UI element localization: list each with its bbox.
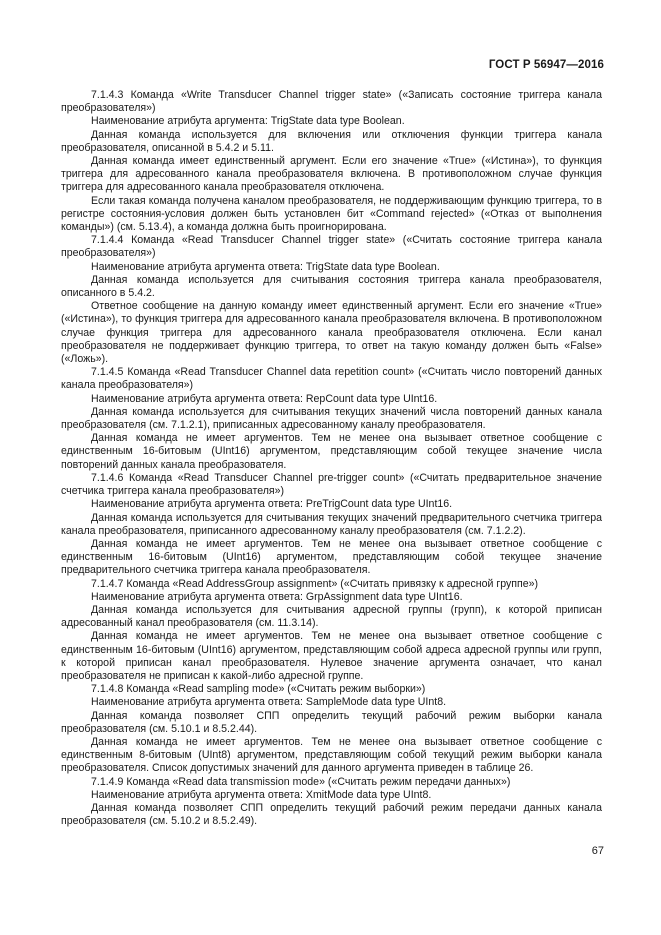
paragraph: Данная команда используется для включения или отключения функции триггера канала преобразователя, описанной в 5.4.2 и 5.11. <box>61 128 602 154</box>
paragraph: 7.1.4.3 Команда «Write Transducer Channel trigger state» («Записать состояние триггера канала преобразователя») <box>61 89 602 115</box>
paragraph: Данная команда не имеет аргументов. Тем не менее она вызывает ответное сообщение с единственным 16-битовым (UInt16) аргументом, представляющим собой адреса адресной группы или групп, к которой приписан канал преобразователя. Нулевое значение аргумента означает, что канал преобразователя не приписан к какой-либо адресной группе. <box>61 630 602 682</box>
paragraph: Данная команда позволяет СПП определить текущий рабочий режим передачи данных канала преобразователя (см. 5.10.2 и 8.5.2.49). <box>61 801 602 828</box>
paragraph: 7.1.4.9 Команда «Read data transmission mode» («Считать режим передачи данных») <box>91 775 511 788</box>
paragraph: 7.1.4.7 Команда «Read AddressGroup assignment» («Считать привязку к адресной группе») <box>91 577 539 590</box>
paragraph: 7.1.4.8 Команда «Read sampling mode» («Считать режим выборки») <box>91 683 426 696</box>
paragraph: Ответное сообщение на данную команду имеет единственный аргумент. Если его значение «True» («Истина»), то функция триггера для адресованного канала преобразователя включена. В противоположном случае функция триггера для адресованного канала преобразователя отключена. Если канал преобразователя не поддерживает функцию триггера, то ответ на такую команду должен быть «False» («Ложь»). <box>61 300 602 366</box>
paragraph: 7.1.4.6 Команда «Read Transducer Channel pre-trigger count» («Считать предварительное значение счетчика триггера канала преобразователя») <box>61 471 602 498</box>
paragraph: Данная команда позволяет СПП определить текущий рабочий режим выборки канала преобразователя (см. 5.10.1 и 8.5.2.44). <box>61 709 602 735</box>
paragraph: Наименование атрибута аргумента ответа: TrigState data type Boolean. <box>91 260 440 273</box>
paragraph: Наименование атрибута аргумента ответа: RepCount data type UInt16. <box>91 392 438 405</box>
paragraph: Данная команда используется для считывания адресной группы (групп), к которой приписан адресованный канал преобразователя (см. 11.3.14). <box>61 603 602 630</box>
paragraph: 7.1.4.4 Команда «Read Transducer Channel trigger state» («Считать состояние триггера канала преобразователя») <box>61 234 602 260</box>
paragraph: Данная команда используется для считывания текущих значений предварительного счетчика триггера канала преобразователя, приписанного адресованному каналу преобразователя (см. 7.1.2.2). <box>61 511 602 537</box>
paragraph: Наименование атрибута аргумента: TrigState data type Boolean. <box>91 115 405 128</box>
paragraph: Данная команда не имеет аргументов. Тем не менее она вызывает ответное сообщение с единственным 16-битовым (UInt16) аргументом, представляющим собой текущее значение числа повторений данных канала преобразователя. <box>61 432 602 471</box>
paragraph: Данная команда используется для считывания текущих значений числа повторений данных канала преобразователя (см. 7.1.2.1), приписанных адресованному каналу преобразователя. <box>61 405 602 432</box>
paragraph: Данная команда используется для считывания состояния триггера канала преобразователя, описанного в 5.4.2. <box>61 273 602 300</box>
paragraph: Если такая команда получена каналом преобразователя, не поддерживающим функцию триггера, то в регистре состояния-условия должен быть установлен бит «Command rejected» («Отказ от выполнения команды») (см. 5.13.4), а команда должна быть проигнорирована. <box>61 194 602 234</box>
paragraph: Наименование атрибута аргумента ответа: XmitMode data type UInt8. <box>91 788 432 801</box>
paragraph: Данная команда не имеет аргументов. Тем не менее она вызывает ответное сообщение с единственным 8-битовым (UInt8) аргументом, представляющим собой текущий режим выборки канала преобразователя. Список допустимых значений для данного аргумента приведен в таблице 26. <box>61 735 602 775</box>
paragraph: Данная команда не имеет аргументов. Тем не менее она вызывает ответное сообщение с единственным 16-битовым (UInt16) аргументом, представляющим собой текущее значение предварительного счетчика триггера канала преобразователя. <box>61 537 602 577</box>
page-number: 67 <box>591 845 604 857</box>
body-text <box>61 89 602 828</box>
paragraph: Наименование атрибута аргумента ответа: SampleMode data type UInt8. <box>91 696 447 709</box>
standard-header: ГОСТ Р 56947—2016 <box>488 59 604 71</box>
paragraph: Наименование атрибута аргумента ответа: GrpAssignment data type UInt16. <box>91 590 463 603</box>
paragraph: Данная команда имеет единственный аргумент. Если его значение «True» («Истина»), то функция триггера для адресованного канала преобразователя включена. В противоположном случае функция триггера для адресованного канала преобразователя отключена. <box>61 155 602 194</box>
paragraph: 7.1.4.5 Команда «Read Transducer Channel data repetition count» («Считать число повторений данных канала преобразователя») <box>61 366 602 392</box>
paragraph: Наименование атрибута аргумента ответа: PreTrigCount data type UInt16. <box>91 498 453 511</box>
